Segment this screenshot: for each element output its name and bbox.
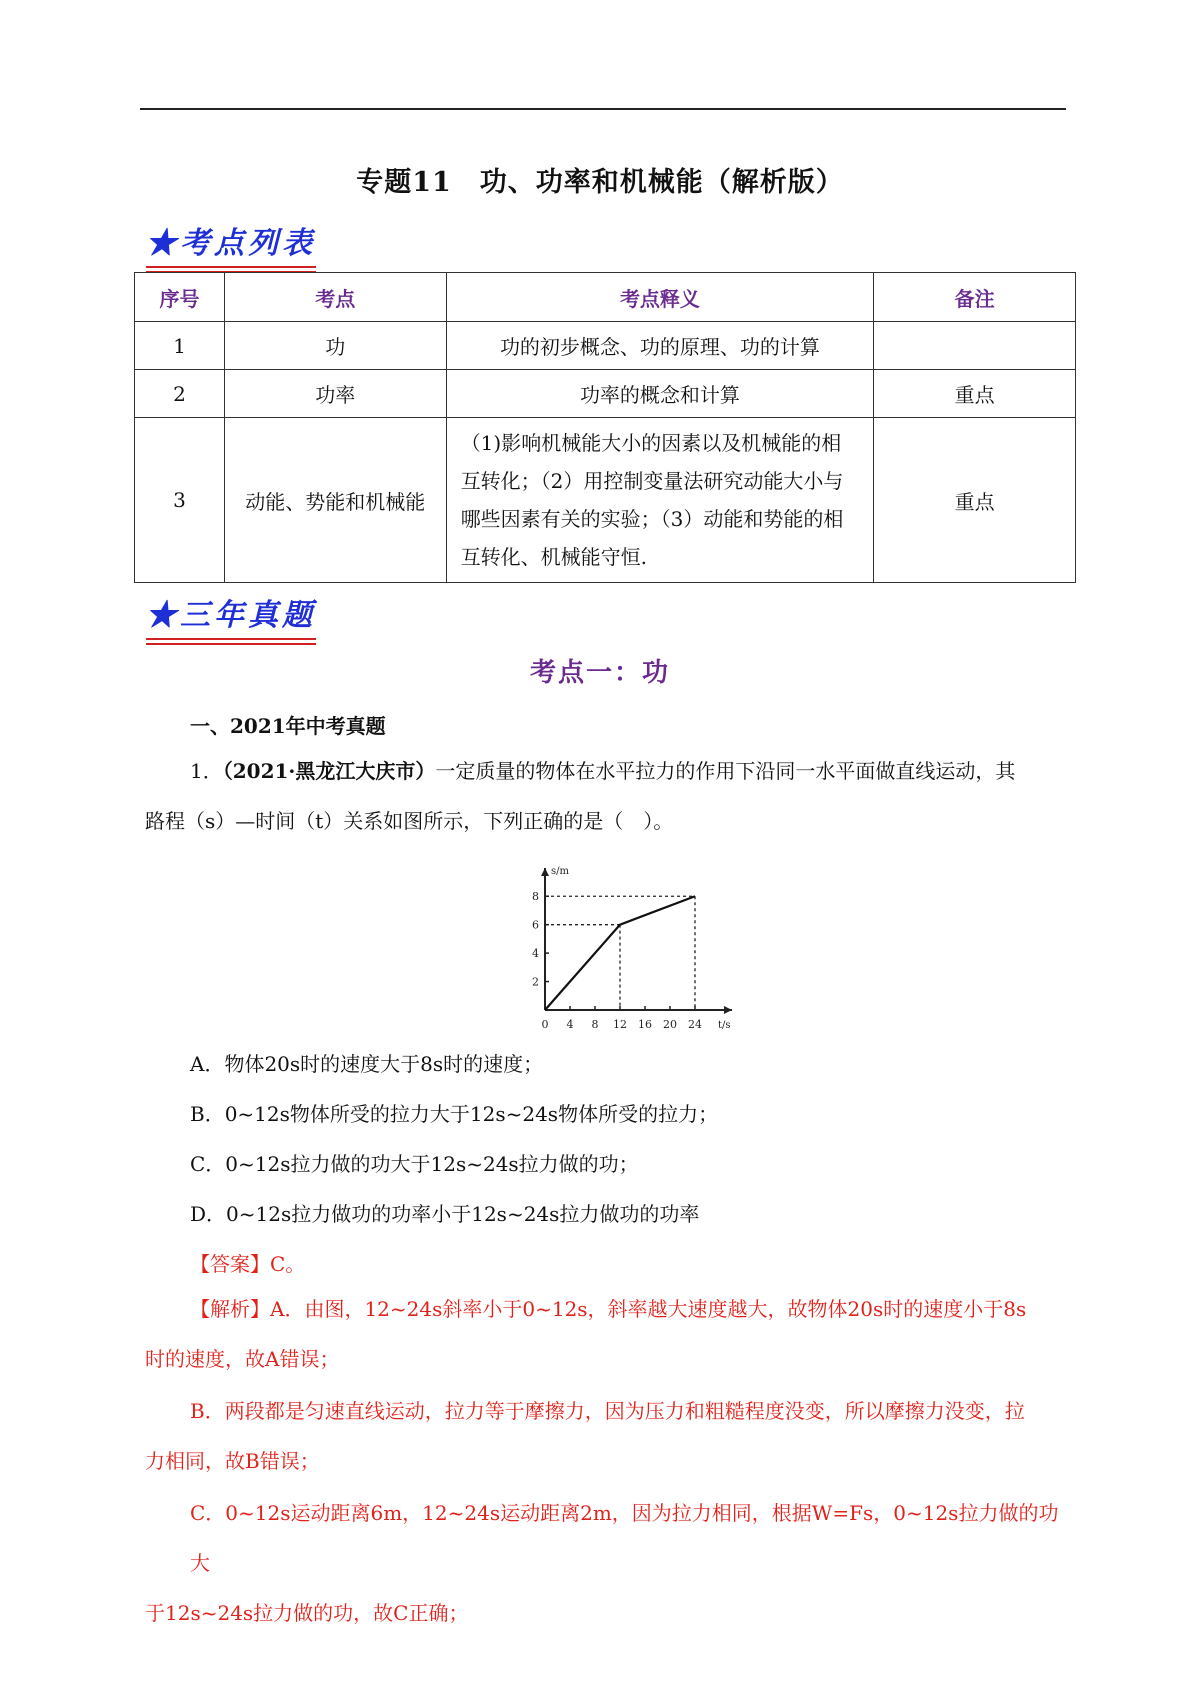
question-text-line2: 路程（s）—时间（t）关系如图所示，下列正确的是（ ）。 bbox=[145, 809, 674, 833]
section-heading-topic-list bbox=[146, 218, 316, 262]
x-axis-arrow bbox=[724, 1006, 732, 1014]
x-axis-label: t/s bbox=[718, 1020, 731, 1031]
row-description: 功的初步概念、功的原理、功的计算 bbox=[446, 322, 874, 370]
analysis-b bbox=[145, 1386, 1065, 1486]
header-cell: 考点释义 bbox=[446, 273, 874, 322]
row-note: 重点 bbox=[874, 418, 1076, 583]
y-tick-label: 2 bbox=[532, 975, 539, 989]
section-heading-three-year bbox=[146, 590, 316, 634]
analysis-a bbox=[145, 1284, 1065, 1384]
y-tick-label: 8 bbox=[532, 890, 539, 904]
answer-line bbox=[190, 1248, 305, 1277]
page-title: 专题11 功、功率和机械能（解析版） bbox=[356, 167, 844, 198]
header-cell: 序号 bbox=[135, 273, 225, 322]
table-row bbox=[135, 370, 1076, 418]
row-topic: 功率 bbox=[224, 370, 446, 418]
analysis-text: A．由图，12~24s斜率小于0~12s，斜率越大速度越大，故物体20s时的速度小于8s bbox=[270, 1297, 1027, 1321]
table-row bbox=[135, 322, 1076, 370]
question-source: （2021·黑龙江大庆市） bbox=[222, 759, 436, 783]
x-tick-label: 16 bbox=[638, 1018, 652, 1031]
y-axis-arrow bbox=[541, 868, 549, 876]
row-note bbox=[874, 322, 1076, 370]
analysis-text: 力相同，故B错误； bbox=[145, 1449, 320, 1473]
subheading: 一、2021年中考真题 bbox=[190, 714, 386, 738]
answer-value: C。 bbox=[270, 1252, 306, 1276]
x-tick-label: 20 bbox=[663, 1018, 677, 1031]
y-tick-label: 4 bbox=[532, 947, 539, 961]
row-number: 1 bbox=[135, 322, 225, 370]
analysis-text: B．两段都是匀速直线运动，拉力等于摩擦力，因为压力和粗糙程度没变，所以摩擦力没变，拉 bbox=[190, 1399, 1025, 1423]
x-tick-label: 8 bbox=[591, 1018, 599, 1031]
option-c: C．0~12s拉力做的功大于12s~24s拉力做的功； bbox=[190, 1152, 639, 1176]
st-chart bbox=[525, 860, 740, 1035]
x-tick-label: 24 bbox=[688, 1018, 702, 1031]
option-d: D．0~12s拉力做功的功率小于12s~24s拉力做功的功率 bbox=[190, 1202, 700, 1226]
analysis-text: 时的速度，故A错误； bbox=[145, 1347, 340, 1371]
analysis-text: C．0~12s运动距离6m，12~24s运动距离2m，因为拉力相同，根据W=Fs，0~12s拉力做的功大 bbox=[190, 1501, 1059, 1575]
table-header-row bbox=[135, 273, 1076, 322]
question-text: 一定质量的物体在水平拉力的作用下沿同一水平面做直线运动，其 bbox=[435, 759, 1016, 783]
y-tick-label: 6 bbox=[532, 918, 539, 932]
y-axis-label: s/m bbox=[551, 866, 569, 877]
analysis-c bbox=[145, 1488, 1065, 1638]
section-heading-label: ★三年真题 bbox=[146, 598, 316, 633]
row-description: （1)影响机械能大小的因素以及机械能的相互转化；（2）用控制变量法研究动能大小与哪些因素有关的实验；（3）动能和势能的相互转化、机械能守恒. bbox=[446, 418, 874, 583]
answer-label: 【答案】 bbox=[190, 1252, 270, 1276]
top-rule bbox=[140, 108, 1066, 110]
heading-underline bbox=[146, 643, 316, 645]
row-description: 功率的概念和计算 bbox=[446, 370, 874, 418]
topic-heading: 考点一：功 bbox=[529, 658, 670, 688]
topic-table bbox=[134, 272, 1076, 583]
question-stem bbox=[145, 746, 1065, 846]
row-number: 2 bbox=[135, 370, 225, 418]
heading-underline bbox=[146, 266, 316, 268]
table-row bbox=[135, 418, 1076, 583]
heading-underline bbox=[146, 638, 316, 640]
row-note: 重点 bbox=[874, 370, 1076, 418]
question-number: 1． bbox=[190, 759, 223, 783]
header-cell: 备注 bbox=[874, 273, 1076, 322]
row-number: 3 bbox=[135, 418, 225, 583]
analysis-label: 【解析】 bbox=[190, 1297, 270, 1321]
row-topic: 功 bbox=[224, 322, 446, 370]
x-tick-label: 0 bbox=[541, 1018, 549, 1031]
option-a: A．物体20s时的速度大于8s时的速度； bbox=[190, 1052, 544, 1076]
x-tick-label: 4 bbox=[566, 1018, 574, 1031]
analysis-text: 于12s~24s拉力做的功，故C正确； bbox=[145, 1601, 469, 1625]
x-tick-label: 12 bbox=[613, 1018, 627, 1031]
header-cell: 考点 bbox=[224, 273, 446, 322]
option-b: B．0~12s物体所受的拉力大于12s~24s物体所受的拉力； bbox=[190, 1102, 719, 1126]
row-topic: 动能、势能和机械能 bbox=[224, 418, 446, 583]
section-heading-label: ★考点列表 bbox=[146, 226, 316, 261]
